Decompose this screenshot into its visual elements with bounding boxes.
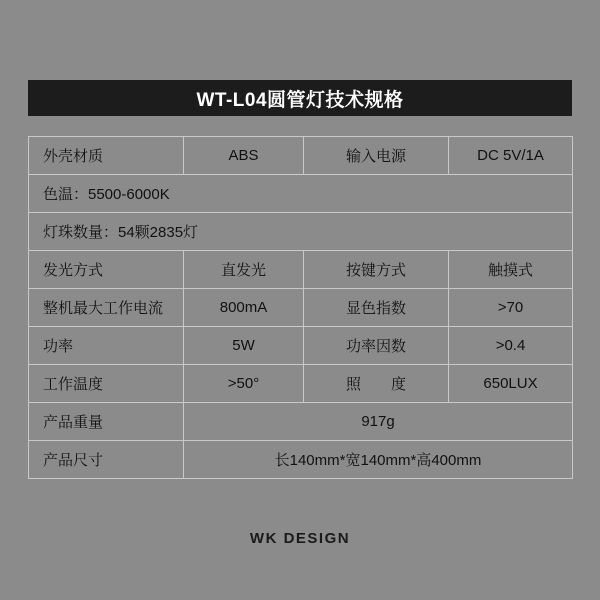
brand-footer: WK DESIGN [249, 530, 351, 547]
spec-value: ABS [184, 137, 304, 175]
spec-label: 按键方式 [304, 251, 449, 289]
spec-value: 直发光 [184, 251, 304, 289]
spec-value: 长140mm*宽140mm*高400mm [184, 441, 573, 479]
page-title: WT-L04圆管灯技术规格 [196, 89, 404, 111]
table-row [29, 213, 573, 251]
spec-label: 产品尺寸 [29, 441, 184, 479]
spec-label: 功率 [29, 327, 184, 365]
spec-value: 650LUX [449, 365, 573, 403]
spec-full-text: 灯珠数量：54颗2835灯 [29, 213, 573, 251]
table-row [29, 137, 573, 175]
spec-value: >70 [449, 289, 573, 327]
table-row [29, 441, 573, 479]
specifications-table [28, 136, 573, 479]
table-row [29, 403, 573, 441]
spec-value: >50° [184, 365, 304, 403]
table-row [29, 175, 573, 213]
spec-label: 工作温度 [29, 365, 184, 403]
table-row [29, 289, 573, 327]
spec-label: 照 度 [304, 365, 449, 403]
spec-full-text: 色温：5500-6000K [29, 175, 573, 213]
spec-value: >0.4 [449, 327, 573, 365]
spec-title-bar [28, 80, 572, 116]
spec-card [28, 80, 572, 479]
spec-label: 整机最大工作电流 [29, 289, 184, 327]
table-row [29, 365, 573, 403]
spec-label: 显色指数 [304, 289, 449, 327]
table-row [29, 327, 573, 365]
spec-value: 5W [184, 327, 304, 365]
spec-value: DC 5V/1A [449, 137, 573, 175]
spec-label: 输入电源 [304, 137, 449, 175]
spec-value: 触摸式 [449, 251, 573, 289]
spec-value: 917g [184, 403, 573, 441]
spec-label: 产品重量 [29, 403, 184, 441]
spec-label: 功率因数 [304, 327, 449, 365]
spec-label: 外壳材质 [29, 137, 184, 175]
spec-label: 发光方式 [29, 251, 184, 289]
spec-value: 800mA [184, 289, 304, 327]
table-row [29, 251, 573, 289]
